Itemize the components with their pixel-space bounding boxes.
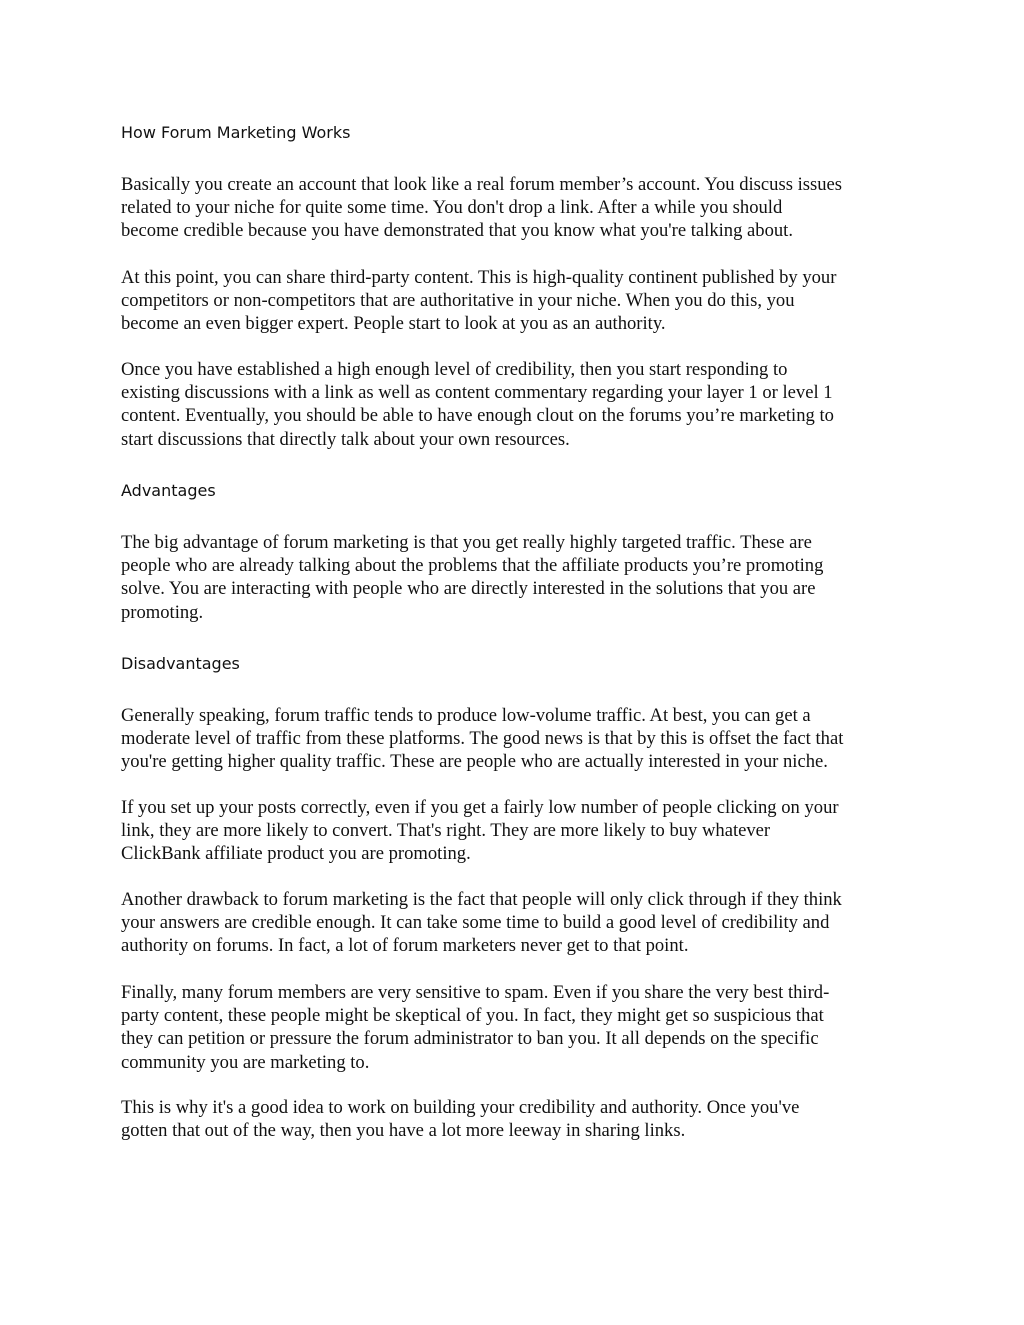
text-line: At this point, you can share third-party content. This is high-quality continent published by your xyxy=(121,267,837,288)
document-title: How Forum Marketing Works xyxy=(121,123,351,142)
paragraph-advantages xyxy=(121,531,823,624)
text-line: become credible because you have demonstrated that you know what you're talking about. xyxy=(121,220,793,242)
disadvantages-heading: Disadvantages xyxy=(121,654,240,673)
paragraph-disadvantages-1 xyxy=(121,704,843,774)
text-line: Another drawback to forum marketing is the fact that people will only click through if they think xyxy=(121,889,842,910)
text-line: This is why it's a good idea to work on building your credibility and authority. Once you've xyxy=(121,1097,800,1118)
paragraph-intro-3 xyxy=(121,358,834,451)
text-line: start discussions that directly talk about your own resources. xyxy=(121,428,570,450)
text-line: The big advantage of forum marketing is that you get really highly targeted traffic. These are xyxy=(121,532,812,553)
text-line: competitors or non-competitors that are authoritative in your niche. When you do this, you xyxy=(121,290,795,312)
text-line: ClickBank affiliate product you are promoting. xyxy=(121,843,471,865)
paragraph-disadvantages-3 xyxy=(121,888,842,958)
paragraph-disadvantages-2 xyxy=(121,796,839,866)
text-line: you're getting higher quality traffic. These are people who are actually interested in your niche. xyxy=(121,751,828,773)
text-line: authority on forums. In fact, a lot of forum marketers never get to that point. xyxy=(121,935,689,957)
text-line: moderate level of traffic from these platforms. The good news is that by this is offset the fact that xyxy=(121,728,844,750)
text-line: content. Eventually, you should be able to have enough clout on the forums you’re marketing to xyxy=(121,405,834,427)
text-line: promoting. xyxy=(121,601,204,623)
text-line: community you are marketing to. xyxy=(121,1051,370,1073)
text-line: your answers are credible enough. It can take some time to build a good level of credibility and xyxy=(121,912,830,934)
text-line: solve. You are interacting with people who are directly interested in the solutions that you are xyxy=(121,578,816,600)
text-line: they can petition or pressure the forum administrator to ban you. It all depends on the specific xyxy=(121,1028,819,1050)
text-line: Once you have established a high enough level of credibility, then you start responding to xyxy=(121,359,788,380)
text-line: Basically you create an account that look like a real forum member’s account. You discuss issues xyxy=(121,174,843,195)
advantages-heading: Advantages xyxy=(121,481,216,500)
paragraph-intro-1 xyxy=(121,173,842,243)
text-line: If you set up your posts correctly, even if you get a fairly low number of people clicking on your xyxy=(121,797,839,818)
text-line: link, they are more likely to convert. That's right. They are more likely to buy whatever xyxy=(121,820,771,842)
text-line: gotten that out of the way, then you have a lot more leeway in sharing links. xyxy=(121,1120,686,1142)
text-line: people who are already talking about the problems that the affiliate products you’re promoting xyxy=(121,555,824,577)
text-line: become an even bigger expert. People start to look at you as an authority. xyxy=(121,313,666,335)
paragraph-disadvantages-4 xyxy=(121,981,829,1074)
text-line: Finally, many forum members are very sensitive to spam. Even if you share the very best third- xyxy=(121,982,830,1003)
text-line: party content, these people might be skeptical of you. In fact, they might get so suspicious that xyxy=(121,1005,824,1027)
paragraph-disadvantages-5 xyxy=(121,1096,799,1142)
text-line: related to your niche for quite some time. You don't drop a link. After a while you should xyxy=(121,197,783,219)
text-line: existing discussions with a link as well as content commentary regarding your layer 1 or level 1 xyxy=(121,382,833,404)
paragraph-intro-2 xyxy=(121,266,836,336)
text-line: Generally speaking, forum traffic tends to produce low-volume traffic. At best, you can get a xyxy=(121,705,811,726)
